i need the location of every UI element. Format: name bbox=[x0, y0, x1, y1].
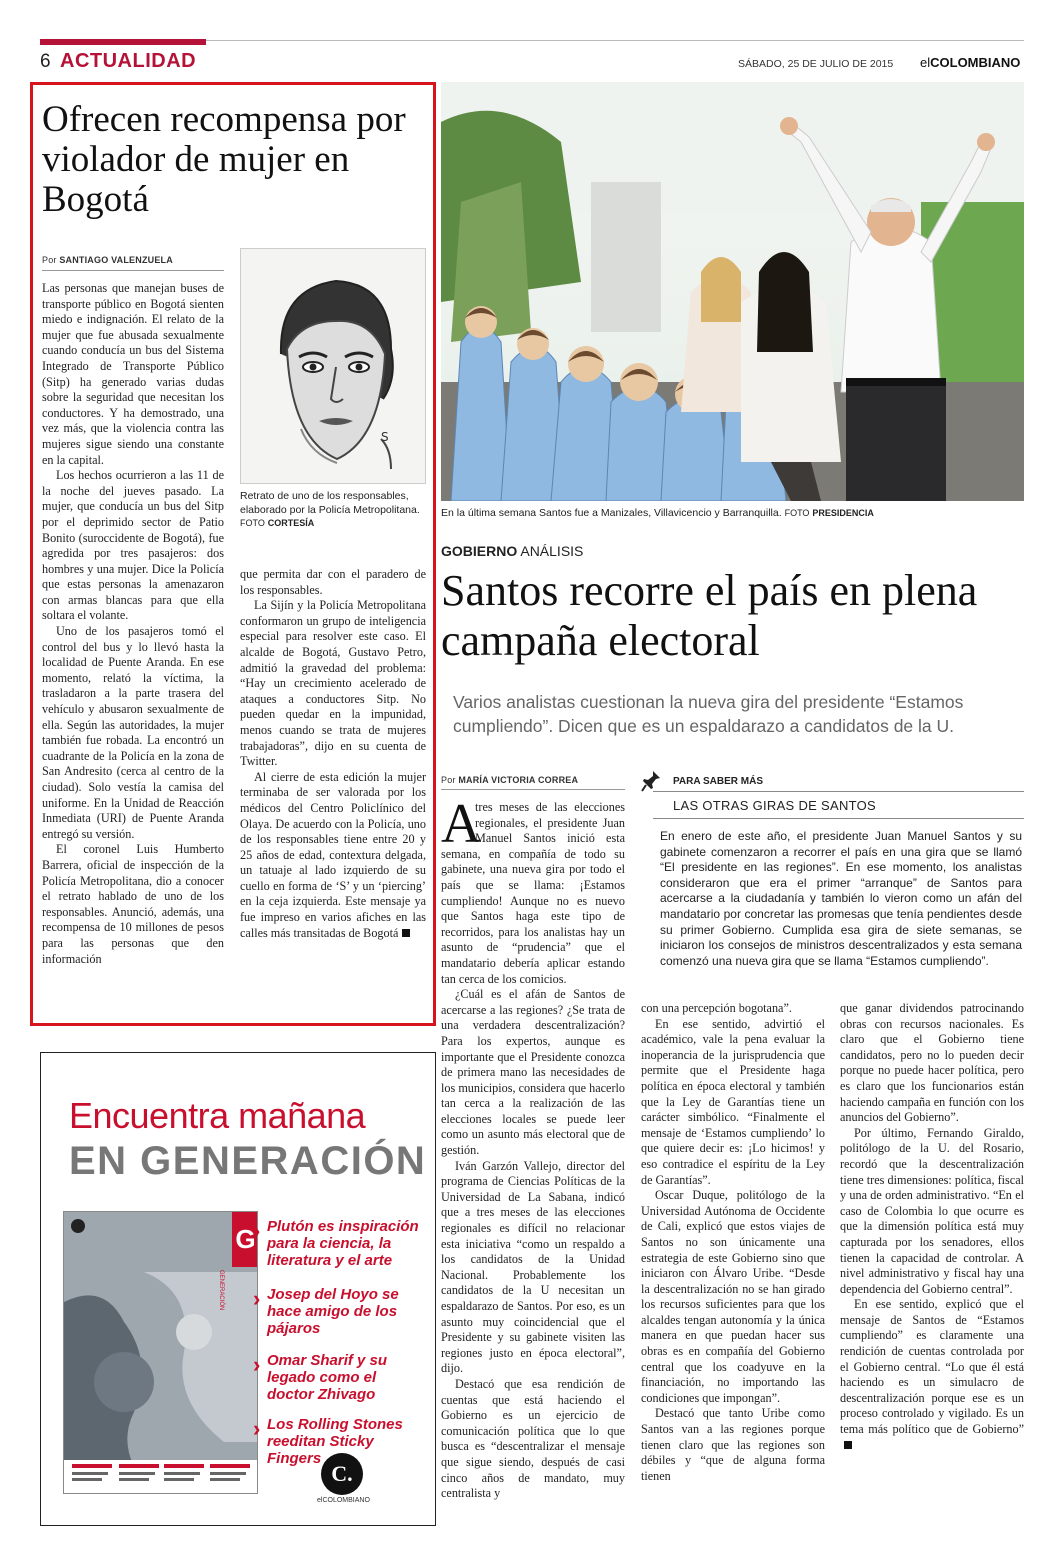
paper-logo: elCOLOMBIANO bbox=[920, 55, 1021, 70]
sidebar-rule bbox=[653, 818, 1024, 819]
article1-column-1 bbox=[42, 281, 224, 1016]
article1-column-2 bbox=[240, 567, 426, 1019]
chevron-icon: › bbox=[253, 1286, 261, 1311]
paragraph: En ese sentido, advirtió el académico, vale la pena evaluar la inoperancia de la jurisprudencia que permite que el Presidente haga política en época electoral y también que la Ley de Garantías tiene un carácter simbólico. “Finalmente el mensaje de ‘Estamos cumpliendo’ lo que quiere decir es: ¡Lo hicimos! y eso contradice el espíritu de la Ley de Garantías”. bbox=[641, 1016, 825, 1187]
dropcap-spacer bbox=[441, 800, 475, 844]
paragraph: que ganar dividendos patrocinando obras con recursos nacionales. Es claro que el Gobierno tiene candidatos, pero no lo pueden decir porque no puede hacer política, pero es claro que los funcionarios están haciendo campaña en función con los anuncios del Gobierno”. bbox=[840, 1001, 1024, 1125]
ad-subheadline: EN GENERACIÓN bbox=[69, 1139, 427, 1183]
ad-item: › Los Rolling Stones reeditan Sticky Fingers bbox=[253, 1416, 403, 1467]
generacion-ad[interactable] bbox=[40, 1052, 436, 1526]
ad-item-list bbox=[253, 1218, 427, 1467]
article2-column-2 bbox=[641, 1001, 825, 1525]
suspect-sketch bbox=[240, 248, 426, 484]
paragraph: El coronel Luis Humberto Barrera, oficial de inspección de la Policía Metropolitana, dio a conocer el retrato hablado de uno de los responsables. Anunció, además, una recompensa de 10 millones de pesos para las personas que den información bbox=[42, 842, 224, 966]
end-mark bbox=[844, 1441, 852, 1449]
article2-byline: Por MARÍA VICTORIA CORREA bbox=[441, 775, 579, 785]
svg-text:S: S bbox=[381, 430, 389, 444]
end-mark bbox=[402, 929, 410, 937]
issue-date: SÁBADO, 25 DE JULIO DE 2015 bbox=[738, 58, 894, 70]
paragraph: que permita dar con el paradero de los responsables. bbox=[240, 567, 426, 597]
byline-rule bbox=[42, 270, 224, 271]
ad-headline: Encuentra mañana bbox=[69, 1095, 366, 1136]
article1-byline: Por SANTIAGO VALENZUELA bbox=[42, 255, 173, 265]
page-number: 6 bbox=[40, 51, 51, 72]
chevron-icon: › bbox=[253, 1218, 261, 1243]
paragraph: Por último, Fernando Giraldo, politólogo de la U. del Rosario, recordó que la descentralización tiene tres dimensiones: política, fiscal y una de orden administrativo. “En el caso de Colombia lo que ocurre es que la dimensión política está muy capturada por los senadores, ellos tienen la capacidad de controlar. A nivel administrativo y fiscal hay una dependencia del Gobierno central”. bbox=[840, 1125, 1024, 1296]
cover-logo-letter: G bbox=[232, 1212, 258, 1267]
sidebar-text: En enero de este año, el presidente Juan Manuel Santos y su gabinete comenzaron a recorrer el país en una gira que se llamó “El presidente en las regiones”. En ese momento, los analistas consideraron que era el primer “arranque” de Santos para acercarse a la ciudadanía y también lo vieron como un afán del mandatario por concretar las promesas que tenía pendientes desde su primer Gobierno. Cumplida esa gira de siete semanas, se iniciaron los consejos de ministros descentralizados y esta semana comenzó una nueva gira que se llama “Estamos cumpliendo”. bbox=[660, 829, 1022, 968]
paragraph: Uno de los pasajeros tomó el control del bus y lo llevó hasta la localidad de Puente Aranda. En ese momento, relató la víctima, la trasladaron a la parte trasera del vehículo y abusaron sexualmente de ella. Según las autoridades, la mujer también fue robada. La encontró un cuadrante de la Policía en la zona de San Andresito (cerca al centro de la ciudad). Solo vestía la camisa del uniforme. En la Unidad de Reacción Inmediata (URI) de Puente Aranda entregó su versión. bbox=[42, 624, 224, 841]
paragraph: En ese sentido, explicó que el mensaje de Santos de “Estamos cumpliendo” es claramente una rendición de cuentas controlada por el Gobierno central. “Lo que él está haciendo es un simulacro de descentralización porque ese es un proceso controlado y vigilado. Es un tema más político que de Gobierno” bbox=[840, 1297, 1024, 1453]
chevron-icon: › bbox=[253, 1352, 261, 1377]
paragraph: Destacó que tanto Uribe como Santos van a las regiones porque tienen claro que las regiones son débiles y “que de alguna forma tienen bbox=[641, 1406, 825, 1483]
paragraph: Destacó que esa rendición de cuentas que está haciendo el Gobierno es un ejercicio de comunicación política que lo que busca es “descentralizar el mensaje que sigue siendo, después de casi cinco años de mandato, muy centralista y bbox=[441, 1376, 625, 1501]
section-tab bbox=[40, 39, 206, 45]
sketch-caption: Retrato de uno de los responsables, elaborado por la Policía Metropolitana. FOTO CORTESÍA bbox=[240, 490, 420, 528]
paragraph: Los hechos ocurrieron a las 11 de la noche del jueves pasado. La mujer, que conducía un bus del Sitp por el deprimido sector de Patio Bonito (suroccidente de Bogotá), fue agredida por tres pasajeros: dos hombres y una mujer. Dice la Policía que estas personas la amenazaron con armas blancas para que ella soltara el volante. bbox=[42, 468, 224, 623]
paragraph: tres meses de las elecciones regionales, el presidente Juan Manuel Santos inició esta semana, en compañía de todo su gabinete, una nueva gira por todo el país que se llama: ¡Estamos cumpliendo! Aunque no es nuevo que Santos haga este tipo de recorridos, para los analistas hay un asunto de “prudencia” que el mandatario debería aplicar estando tan cerca de los comicios. bbox=[441, 800, 625, 986]
colombiano-logo: C. bbox=[321, 1453, 363, 1495]
article2-kicker: GOBIERNO ANÁLISIS bbox=[441, 543, 584, 559]
sidebar-kicker: PARA SABER MÁS bbox=[673, 776, 764, 787]
ad-item: › Plutón es inspiración para la ciencia, la literatura y el arte bbox=[253, 1218, 419, 1269]
ad-item: › Omar Sharif y su legado como el doctor Zhivago bbox=[253, 1352, 388, 1403]
paragraph: Iván Garzón Vallejo, director del programa de Ciencias Políticas de la Universidad de La Sabana, indicó que a tres meses de las elecciones regionales es difícil no relacionar esta iniciativa “como un respaldo a los candidatos de la Unidad Nacional. Probablemente los candidatos de la U necesitan un espaldarazo de Santos. Por eso, es un asunto muy coincidencial que el Presidente y su gabinete visiten las regiones justo en época electoral”, dijo. bbox=[441, 1158, 625, 1376]
paragraph: Las personas que manejan buses de transporte público en Bogotá sienten miedo e indignación. El relato de la mujer que fue abusada sexualmente cuando conducía un bus del Sistema Integrado de Transporte Público (Sitp) ha generado varias dudas sobre la seguridad que necesitan los conductores. Y ha demostrado, una vez más, que la violencia contra las mujeres sigue siendo una constante en la capital. bbox=[42, 281, 224, 467]
paragraph: La Sijín y la Policía Metropolitana conformaron un grupo de inteligencia especial para resolver este caso. El alcalde de Bogotá, Gustavo Petro, admitió la gravedad del problema: “Hay un crecimiento acelerado de ataques a conductores Sitp. No pueden quedar en la impunidad, menos cuando se trata de mujeres trabajadoras”, dijo en su cuenta de Twitter. bbox=[240, 598, 426, 769]
colombiano-logo-text: elCOLOMBIANO bbox=[317, 1497, 370, 1504]
sidebar-title: LAS OTRAS GIRAS DE SANTOS bbox=[673, 798, 877, 813]
article2-subtitle: Varios analistas cuestionan la nueva gira del presidente “Estamos cumpliendo”. Dicen que es un espaldarazo a candidatos de la U. bbox=[453, 692, 964, 736]
magazine-cover[interactable] bbox=[63, 1211, 261, 1494]
sidebar-rule bbox=[653, 791, 1024, 792]
santos-photo bbox=[441, 82, 1024, 501]
section-name: ACTUALIDAD bbox=[60, 50, 197, 72]
photo-caption: En la última semana Santos fue a Manizales, Villavicencio y Barranquilla. FOTO PRESIDENCIA bbox=[441, 507, 874, 519]
paragraph: Oscar Duque, politólogo de la Universidad Autónoma de Occidente de Cali, explicó que estos viajes de Santos no son únicamente una estrategia de este Gobierno sino que iniciaron con Álvaro Uribe. “Desde la descentralización no se han girado los recursos suficientes para que los alcaldes tengan autonomía y la única manera en que puedan hacer sus obras es en compañía del Gobierno central que los coadyuve en la financiación, no importando las condiciones que impongan”. bbox=[641, 1188, 825, 1405]
paragraph: con una percepción bogotana”. bbox=[641, 1001, 792, 1015]
article2-title: Santos recorre el país en plena campaña electoral bbox=[441, 566, 978, 665]
drop-cap: A bbox=[441, 793, 482, 855]
paragraph: ¿Cuál es el afán de Santos de acercarse a las regiones? ¿Se trata de una verdadera descentralización? Para los expertos, aunque es importante que el Presidente conozca de primera mano las necesidades de los municipios, considera que hacerlo tan cerca a la realización de las elecciones locales se puede leer como un asunto más electoral que de gestión. bbox=[441, 987, 625, 1158]
paragraph: Al cierre de esta edición la mujer terminaba de ser valorada por los médicos del Centro Policlínico del Olaya. De acuerdo con la Policía, uno de los responsables tiene entre 20 y 25 años de edad, contextura delgada, un tatuaje al lado izquierdo de su cuello en forma de ‘S’ y un ‘piercing’ en la ceja izquierda. Este mensaje ya fue impreso en varios afiches en las calles más transitadas de Bogotá bbox=[240, 769, 426, 940]
pin-icon bbox=[641, 770, 661, 792]
byline-rule bbox=[441, 789, 625, 790]
cover-brand: GENERACIÓN bbox=[218, 1270, 224, 1311]
article2-column-3 bbox=[840, 1001, 1024, 1525]
chevron-icon: › bbox=[253, 1416, 261, 1441]
ad-item: › Josep del Hoyo se hace amigo de los pájaros bbox=[253, 1286, 399, 1337]
article1-title: Ofrecen recompensa por violador de mujer en Bogotá bbox=[42, 99, 406, 220]
article2-column-1 bbox=[441, 793, 625, 1525]
